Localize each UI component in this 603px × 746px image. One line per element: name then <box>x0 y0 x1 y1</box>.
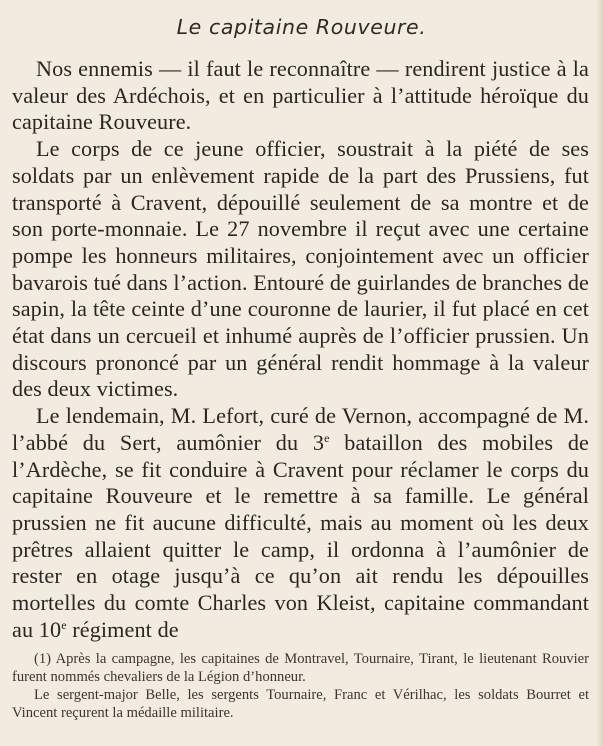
paragraph-3 <box>12 403 589 643</box>
page-edge-shadow <box>596 0 603 746</box>
footnote-2: Le sergent-major Belle, les sergents Tournaire, Franc et Vérilhac, les soldats Bourret et Vincent reçurent la médaille militaire. <box>12 687 589 721</box>
main-text <box>12 56 589 643</box>
ordinal-superscript: e <box>324 430 330 445</box>
footnotes <box>12 650 589 722</box>
paragraph-3-part-2: bataillon des mobiles de l’Ardèche, se fit conduire à Cravent pour réclamer le corps du capitaine Rouveure et le remettre à sa famille. Le général prussien ne fit aucune difficulté, mais au moment où les deux prêtres allaient quitter le camp, il ordonna à l’aumônier de rester en otage jusqu’à ce qu’on ait rendu les dépouilles mortelles du comte Charles von Kleist, capitaine commandant au 10 <box>12 429 589 642</box>
paragraph-2: Le corps de ce jeune officier, soustrait à la piété de ses soldats par un enlèvement rapide de la part des Prussiens, fut transporté à Cravent, dépouillé seulement de sa montre et de son porte-monnaie. Le 27 novembre il reçut avec une certaine pompe les honneurs militaires, conjointement avec un officier bavarois tué dans l’action. Entouré de guirlandes de branches de sapin, la tête ceinte d’une couronne de laurier, il fut placé en cet état dans un cercueil et inhumé auprès de l’officier prussien. Un discours prononcé par un général rendit hommage à la valeur des deux victimes. <box>12 136 589 402</box>
paragraph-3-part-3: régiment de <box>66 616 179 642</box>
paragraph-1: Nos ennemis — il faut le reconnaître — rendirent justice à la valeur des Ardéchois, et en particulier à l’attitude héroïque du capitaine Rouveure. <box>12 56 589 135</box>
chapter-title: Le capitaine Rouveure. <box>176 15 427 39</box>
paragraph-3-part-1: Le lendemain, M. Lefort, curé de Vernon, accompagné de M. l’abbé du Sert, aumônier du 3 <box>12 403 589 455</box>
ordinal-superscript: e <box>61 617 67 632</box>
footnote-1: (1) Après la campagne, les capitaines de Montravel, Tournaire, Tirant, le lieutenant Rouvier furent nommés chevaliers de la Légion d’honneur. <box>12 651 589 685</box>
